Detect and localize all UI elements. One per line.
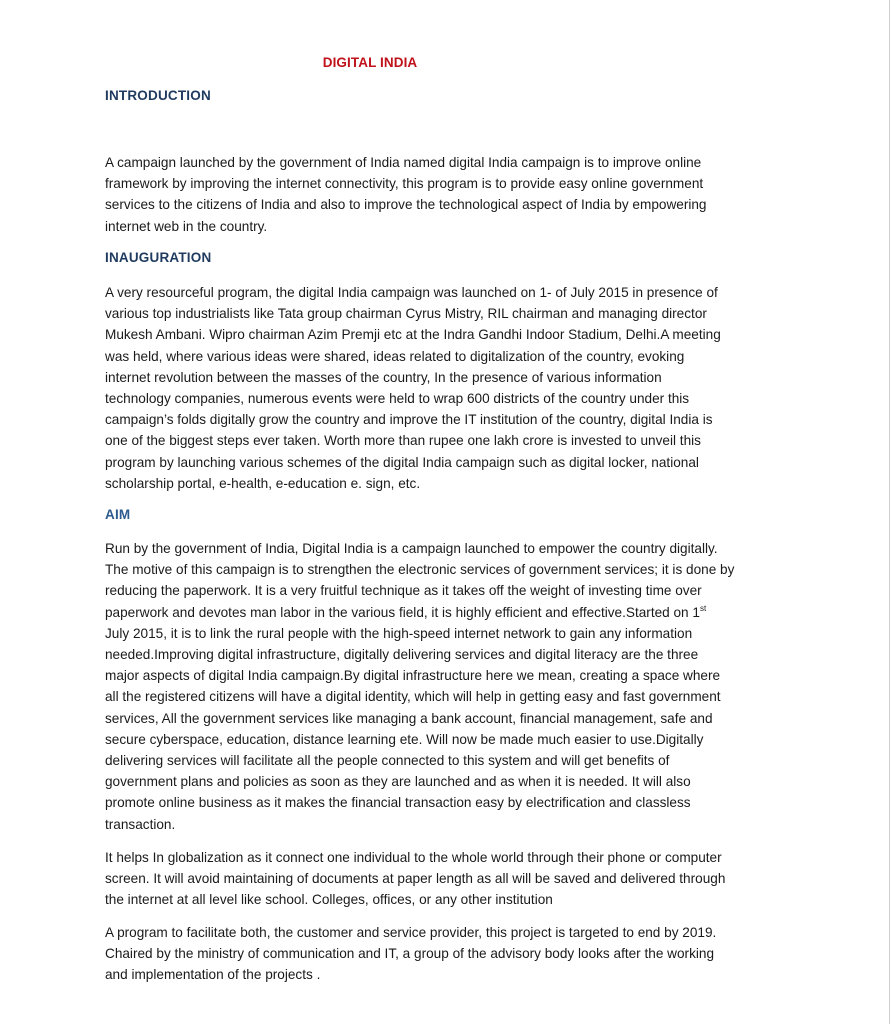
text-line: Chaired by the ministry of communication and IT, a group of the advisory body looks after the working (105, 946, 715, 962)
text-line: various top industrialists like Tata group chairman Cyrus Mistry, RIL chairman and managing director (105, 306, 707, 322)
text-line: all the registered citizens will have a digital identity, which will help in getting easy and fast government (105, 689, 721, 705)
paragraph-aim-2 (105, 847, 795, 911)
text-line: The motive of this campaign is to strengthen the electronic services of government services; it is done by (105, 562, 735, 578)
text-line: campaign’s folds digitally grow the country and improve the IT institution of the country, digital India is (105, 412, 713, 428)
paragraph-introduction (105, 152, 795, 237)
text-line: was held, where various ideas were shared, ideas related to digitalization of the country, evoking (105, 348, 685, 364)
text-line: scholarship portal, e-health, e-education e. sign, etc. (105, 475, 421, 491)
text-line: services, All the government services like managing a bank account, financial management, safe and (105, 710, 713, 726)
text-line: technology companies, numerous events were held to wrap 600 districts of the country under this (105, 391, 690, 407)
text-line: delivering services will facilitate all the people connected to this system and will get benefits of (105, 753, 670, 769)
text-line: A very resourceful program, the digital India campaign was launched on 1- of July 2015 in presence of (105, 285, 718, 300)
text-line: promote online business as it makes the financial transaction easy by electrification and classless (105, 795, 691, 811)
heading-aim: AIM (105, 507, 131, 522)
text-line: framework by improving the internet connectivity, this program is to provide easy online government (105, 176, 704, 192)
text-line: internet web in the country. (105, 218, 268, 234)
page-edge-divider (889, 0, 890, 1024)
heading-introduction: INTRODUCTION (105, 88, 211, 103)
text-line: major aspects of digital India campaign.By digital infrastructure here we mean, creating a space where (105, 668, 721, 684)
paragraph-aim-3 (105, 922, 795, 986)
text-line: services to the citizens of India and also to improve the technological aspect of India by empowering (105, 197, 707, 213)
text-line: Run by the government of India, Digital India is a campaign launched to empower the country digitally. (105, 541, 718, 556)
text-line: needed.Improving digital infrastructure, digitally delivering services and digital literacy are the three (105, 647, 699, 663)
text-line-main: paperwork and devotes man labor in the various field, it is highly efficient and effective.Started on 1 (105, 604, 700, 620)
text-line: A program to facilitate both, the customer and service provider, this project is targeted to end by 2019. (105, 925, 717, 940)
document-title: DIGITAL INDIA (322, 55, 418, 70)
text-line: Mukesh Ambani. Wipro chairman Azim Premji etc at the Indra Gandhi Indoor Stadium, Delhi.A meeting (105, 327, 721, 343)
text-line: the internet at all level like school. Colleges, offices, or any other institution (105, 892, 553, 908)
text-line: reducing the paperwork. It is a very fruitful technique as it takes off the weight of investing time over (105, 583, 702, 599)
text-line: and implementation of the projects . (105, 967, 321, 983)
text-line: It helps In globalization as it connect one individual to the whole world through their phone or computer (105, 850, 722, 865)
text-line (105, 602, 795, 623)
text-line: screen. It will avoid maintaining of documents at paper length as all will be saved and delivered through (105, 871, 726, 887)
text-line: A campaign launched by the government of India named digital India campaign is to improve online (105, 155, 702, 170)
text-line: one of the biggest steps ever taken. Worth more than rupee one lakh crore is invested to unveil this (105, 433, 701, 449)
ordinal-superscript: st (699, 603, 707, 613)
paragraph-aim-1 (105, 538, 795, 835)
text-line: program by launching various schemes of the digital India campaign such as digital locker, national (105, 454, 699, 470)
text-line: government plans and policies as soon as they are launched and as when it is needed. It will also (105, 774, 691, 790)
heading-inauguration: INAUGURATION (105, 250, 212, 265)
text-line: internet revolution between the masses of the country, In the presence of various information (105, 369, 662, 385)
text-line: July 2015, it is to link the rural people with the high-speed internet network to gain any information (105, 625, 693, 641)
text-line: secure cyberspace, education, distance learning ete. Will now be made much easier to use.Digitally (105, 731, 704, 747)
paragraph-inauguration (105, 282, 795, 494)
text-line: transaction. (105, 816, 176, 832)
